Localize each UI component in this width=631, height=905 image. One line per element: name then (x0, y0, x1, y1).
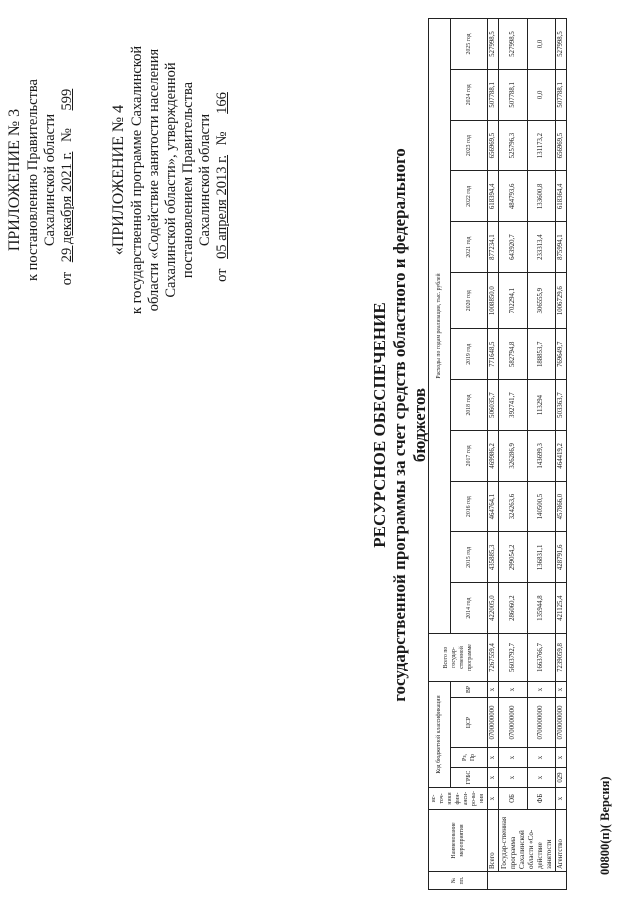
table-header-row-1 (429, 19, 451, 890)
value-cell-2024: 507788,1 (488, 69, 499, 120)
value-cell-2024: 507788,1 (556, 69, 567, 120)
value-cell-2015: 299054,2 (499, 532, 528, 583)
appendix-4-date-line (214, 15, 231, 345)
header-no: № пп. (429, 872, 488, 890)
value-cell-2016: 457866,0 (556, 481, 567, 532)
header-year-2023: 2023 год (450, 120, 487, 171)
appendix-3-title: ПРИЛОЖЕНИЕ № 3 (6, 108, 23, 252)
value-cell-2024: 507788,1 (499, 69, 528, 120)
table-row-ob (499, 19, 528, 890)
header-years-group: Расходы по годам реализации, тыс. рублей (429, 19, 451, 634)
rzpr-cell: х (499, 748, 528, 768)
value-cell-2019: 769649,7 (556, 329, 567, 380)
csr-cell: 0700000000 (499, 698, 528, 748)
value-cell-2023: 656969,5 (488, 120, 499, 171)
value-cell-2015: 428791,6 (556, 532, 567, 583)
appendix-4-from: от (214, 268, 230, 282)
value-cell-2021: 875994,1 (556, 222, 567, 273)
grbs-cell: х (488, 768, 499, 788)
value-cell-2018: 392741,7 (499, 380, 528, 431)
rzpr-cell: х (527, 748, 556, 768)
appendix-4-date: 05 апреля 2013 г. (214, 154, 230, 259)
value-cell-2025: 527998,5 (499, 19, 528, 70)
source-cell: ФБ (527, 788, 556, 810)
grbs-cell: 029 (556, 768, 567, 788)
total-cell: 7239059,8 (556, 634, 567, 682)
header-source: ис-точ-ники фин-анси-ро-ва-ния (429, 788, 488, 810)
value-cell-2021: 643920,7 (499, 222, 528, 273)
value-cell-2019: 771648,5 (488, 329, 499, 380)
row-label-cell: Агентство (556, 810, 567, 872)
header-total: Всего по государ-ственной программе (429, 634, 488, 682)
source-cell: х (556, 788, 567, 810)
vr-cell: х (488, 682, 499, 698)
value-cell-2024: 0,0 (527, 69, 556, 120)
value-cell-2023: 656969,5 (556, 120, 567, 171)
csr-cell: 0700000000 (488, 698, 499, 748)
header-rzpr: Рз, Пр (450, 748, 487, 768)
value-cell-2023: 525796,3 (499, 120, 528, 171)
value-cell-2015: 435885,3 (488, 532, 499, 583)
appendix-4-no: № (214, 131, 230, 146)
header-year-2016: 2016 год (450, 481, 487, 532)
grbs-cell: х (499, 768, 528, 788)
header-year-2014: 2014 год (450, 583, 487, 634)
value-cell-2021: 877234,1 (488, 222, 499, 273)
appendix-3-from: от (59, 271, 75, 286)
appendix-3-line2: Сахалинской области (42, 113, 58, 247)
appendix-3-no: № (59, 128, 75, 142)
document-title-line1: РЕСУРСНОЕ ОБЕСПЕЧЕНИЕ (370, 302, 389, 548)
value-cell-2019: 582794,8 (499, 329, 528, 380)
appendix-3-date: 29 декабря 2021 г. (59, 151, 75, 263)
header-code: Код бюджетной классификации (429, 682, 451, 788)
value-cell-2014: 422005,0 (488, 583, 499, 634)
appendix-4-line4: постановлением Правительства (180, 81, 196, 279)
value-cell-2014: 421125,4 (556, 583, 567, 634)
total-cell: 1663766,7 (527, 634, 556, 682)
value-cell-2015: 136831,1 (527, 532, 556, 583)
csr-cell: 0700000000 (527, 698, 556, 748)
value-cell-2020: 702294,1 (499, 272, 528, 328)
vr-cell: х (556, 682, 567, 698)
value-cell-2022: 618394,4 (488, 171, 499, 222)
header-grbs: ГРБС (450, 768, 487, 788)
resource-table (428, 18, 567, 890)
value-cell-2017: 464419,2 (556, 430, 567, 481)
appendix-3-date-line (59, 15, 76, 345)
table-row-fb (527, 19, 556, 890)
appendix-4-line1: к государственной программе Сахалинской (129, 45, 145, 315)
appendix-4-line5: Сахалинской области (197, 113, 213, 247)
header-name: Наименование мероприятия (429, 810, 488, 872)
source-cell: ОБ (499, 788, 528, 810)
value-cell-2017: 326286,9 (499, 430, 528, 481)
header-year-2017: 2017 год (450, 430, 487, 481)
row-label-cell: Всего (488, 810, 499, 872)
value-cell-2020: 1006729,6 (556, 272, 567, 328)
value-cell-2023: 131173,2 (527, 120, 556, 171)
table-row-agency (556, 19, 567, 890)
value-cell-2022: 484793,6 (499, 171, 528, 222)
header-vr: ВР (450, 682, 487, 698)
document-title (370, 125, 430, 725)
value-cell-2016: 324263,6 (499, 481, 528, 532)
header-year-2021: 2021 год (450, 222, 487, 273)
header-csr: ЦСР (450, 698, 487, 748)
value-cell-2016: 140500,5 (527, 481, 556, 532)
appendix-4-block (110, 15, 231, 345)
document-title-line2: государственной программы за счет средств областного и федерального бюджетов (390, 148, 429, 702)
value-cell-2016: 464764,1 (488, 481, 499, 532)
header-year-2018: 2018 год (450, 380, 487, 431)
value-cell-2020: 1008850,0 (488, 272, 499, 328)
header-year-2025: 2025 год (450, 19, 487, 70)
value-cell-2025: 0,0 (527, 19, 556, 70)
header-year-2020: 2020 год (450, 272, 487, 328)
row-number-cell (488, 872, 567, 890)
appendix-4-line2: области «Содействие занятости населения (146, 48, 162, 312)
rzpr-cell: х (556, 748, 567, 768)
program-name-cell: Государ-ственная программа Сахалинской области «Со-действие занятости (499, 810, 556, 872)
value-cell-2021: 233313,4 (527, 222, 556, 273)
grbs-cell: х (527, 768, 556, 788)
csr-cell: 0700000000 (556, 698, 567, 748)
version-label: 00800(п)( Версия) (598, 776, 612, 875)
appendix-3-block (6, 15, 76, 345)
source-cell: х (488, 788, 499, 810)
appendix-4-number: 166 (214, 92, 230, 114)
appendix-4-line3: Сахалинской области», утвержденной (163, 62, 179, 298)
value-cell-2018: 506035,7 (488, 380, 499, 431)
value-cell-2020: 306555,9 (527, 272, 556, 328)
appendix-4-title: «ПРИЛОЖЕНИЕ № 4 (110, 104, 127, 256)
total-cell: 5603792,7 (499, 634, 528, 682)
value-cell-2025: 527998,5 (556, 19, 567, 70)
value-cell-2017: 143699,3 (527, 430, 556, 481)
value-cell-2022: 133600,8 (527, 171, 556, 222)
value-cell-2014: 135944,8 (527, 583, 556, 634)
header-year-2024: 2024 год (450, 69, 487, 120)
vr-cell: х (499, 682, 528, 698)
value-cell-2019: 188853,7 (527, 329, 556, 380)
appendix-3-number: 599 (59, 88, 75, 111)
value-cell-2025: 527998,5 (488, 19, 499, 70)
value-cell-2018: 503363,7 (556, 380, 567, 431)
value-cell-2017: 469986,2 (488, 430, 499, 481)
appendix-3-line1: к постановлению Правительства (25, 79, 41, 281)
value-cell-2014: 286060,2 (499, 583, 528, 634)
header-year-2022: 2022 год (450, 171, 487, 222)
vr-cell: х (527, 682, 556, 698)
header-year-2019: 2019 год (450, 329, 487, 380)
header-year-2015: 2015 год (450, 532, 487, 583)
table-header-row-2 (450, 19, 487, 890)
total-cell: 7267559,4 (488, 634, 499, 682)
table-row-total (488, 19, 499, 890)
value-cell-2022: 618364,4 (556, 171, 567, 222)
rzpr-cell: х (488, 748, 499, 768)
value-cell-2018: 113294 (527, 380, 556, 431)
